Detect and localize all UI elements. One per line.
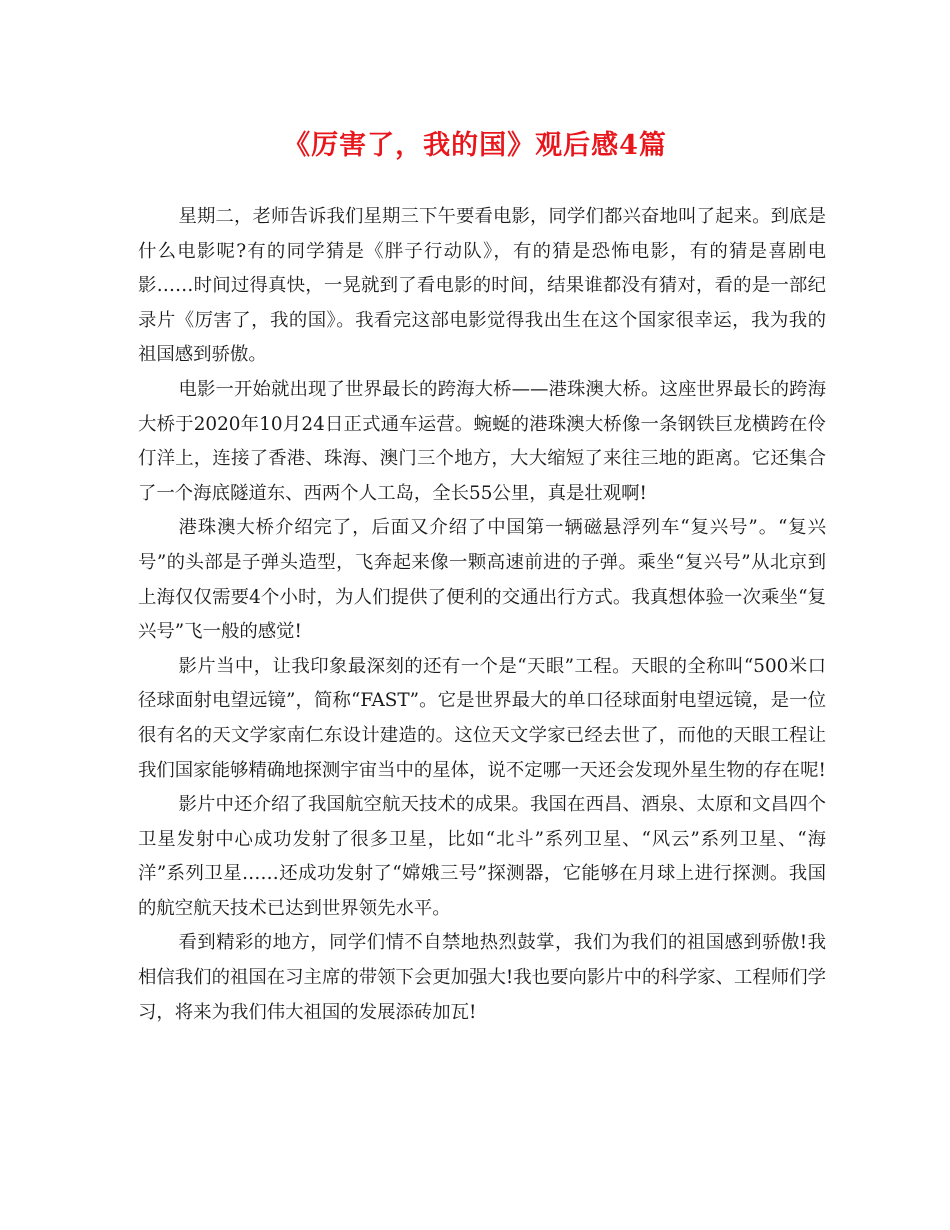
- paragraph-4: 影片当中，让我印象最深刻的还有一个是“天眼”工程。天眼的全称叫“500米口径球面射电望远镜”，简称“FAST”。它是世界最大的单口径球面射电望远镜，是一位很有名的天文学家南仁东设计建造的。这位天文学家已经去世了，而他的天眼工程让我们国家能够精确地探测宇宙当中的星体，说不定哪一天还会发现外星生物的存在呢!: [138, 655, 826, 781]
- paragraph-2: 电影一开始就出现了世界最长的跨海大桥——港珠澳大桥。这座世界最长的跨海大桥于2020年10月24日正式通车运营。蜿蜒的港珠澳大桥像一条钢铁巨龙横跨在伶仃洋上，连接了香港、珠海、澳门三个地方，大大缩短了来往三地的距离。它还集合了一个海底隧道东、西两个人工岛，全长55公里，真是壮观啊!: [138, 378, 826, 504]
- paragraph-1: 星期二，老师告诉我们星期三下午要看电影，同学们都兴奋地叫了起来。到底是什么电影呢?有的同学猜是《胖子行动队》，有的猜是恐怖电影，有的猜是喜剧电影……时间过得真快，一晃就到了看电影的时间，结果谁都没有猜对，看的是一部纪录片《厉害了，我的国》。我看完这部电影觉得我出生在这个国家很幸运，我为我的祖国感到骄傲。: [138, 206, 826, 366]
- paragraph-6: 看到精彩的地方，同学们情不自禁地热烈鼓掌，我们为我们的祖国感到骄傲!我相信我们的祖国在习主席的带领下会更加强大!我也要向影片中的科学家、工程师们学习，将来为我们伟大祖国的发展添砖加瓦!: [138, 932, 826, 1023]
- paragraph-3: 港珠澳大桥介绍完了，后面又介绍了中国第一辆磁悬浮列车“复兴号”。“复兴号”的头部是子弹头造型，飞奔起来像一颗高速前进的子弹。乘坐“复兴号”从北京到上海仅仅需要4个小时，为人们提供了便利的交通出行方式。我真想体验一次乘坐“复兴号”飞一般的感觉!: [138, 517, 826, 643]
- document-title: 《厉害了，我的国》观后感4篇: [283, 130, 667, 161]
- document-body: [138, 200, 826, 1030]
- paragraph-5: 影片中还介绍了我国航空航天技术的成果。我国在西昌、酒泉、太原和文昌四个卫星发射中心成功发射了很多卫星，比如“北斗”系列卫星、“风云”系列卫星、“海洋”系列卫星……还成功发射了“嫦娥三号”探测器，它能够在月球上进行探测。我国的航空航天技术已达到世界领先水平。: [138, 794, 826, 919]
